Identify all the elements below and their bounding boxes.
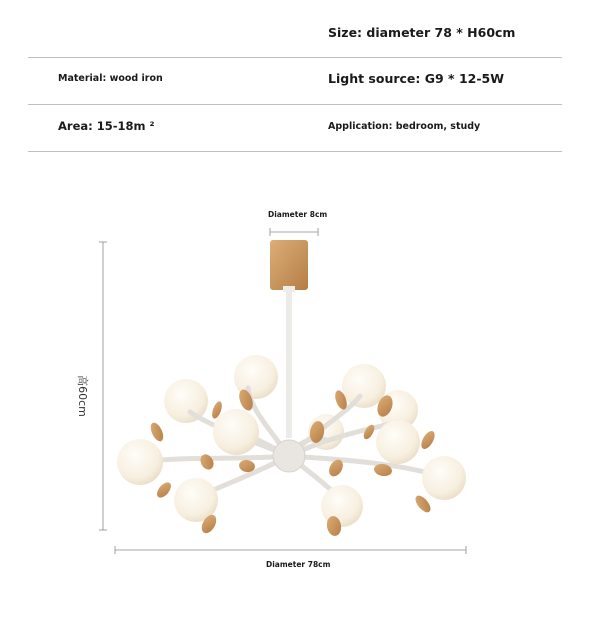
wood-canopy xyxy=(270,240,308,290)
globe xyxy=(213,409,259,455)
top-diameter-line xyxy=(270,228,318,236)
center-rod xyxy=(286,290,292,438)
center-hub xyxy=(273,440,305,472)
divider xyxy=(28,104,562,105)
globe xyxy=(321,485,363,527)
globe xyxy=(422,456,466,500)
chandelier-illustration xyxy=(0,160,600,632)
height-label: 高60cm xyxy=(75,375,89,417)
product-figure xyxy=(0,160,600,632)
divider xyxy=(28,151,562,152)
spec-table xyxy=(28,0,562,154)
bottom-diameter-line xyxy=(115,546,466,554)
spec-light-source: Light source: G9 * 12-5W xyxy=(328,71,505,86)
globe xyxy=(342,364,386,408)
globe xyxy=(117,439,163,485)
globe xyxy=(376,420,420,464)
bottom-diameter-label: Diameter 78cm xyxy=(266,560,331,569)
top-diameter-label: Diameter 8cm xyxy=(268,210,328,219)
spec-application: Application: bedroom, study xyxy=(328,121,481,132)
divider xyxy=(28,57,562,58)
height-line xyxy=(99,242,107,530)
spec-material: Material: wood iron xyxy=(58,73,163,84)
spec-area: Area: 15-18m ² xyxy=(58,119,155,133)
spec-size: Size: diameter 78 * H60cm xyxy=(328,25,516,40)
